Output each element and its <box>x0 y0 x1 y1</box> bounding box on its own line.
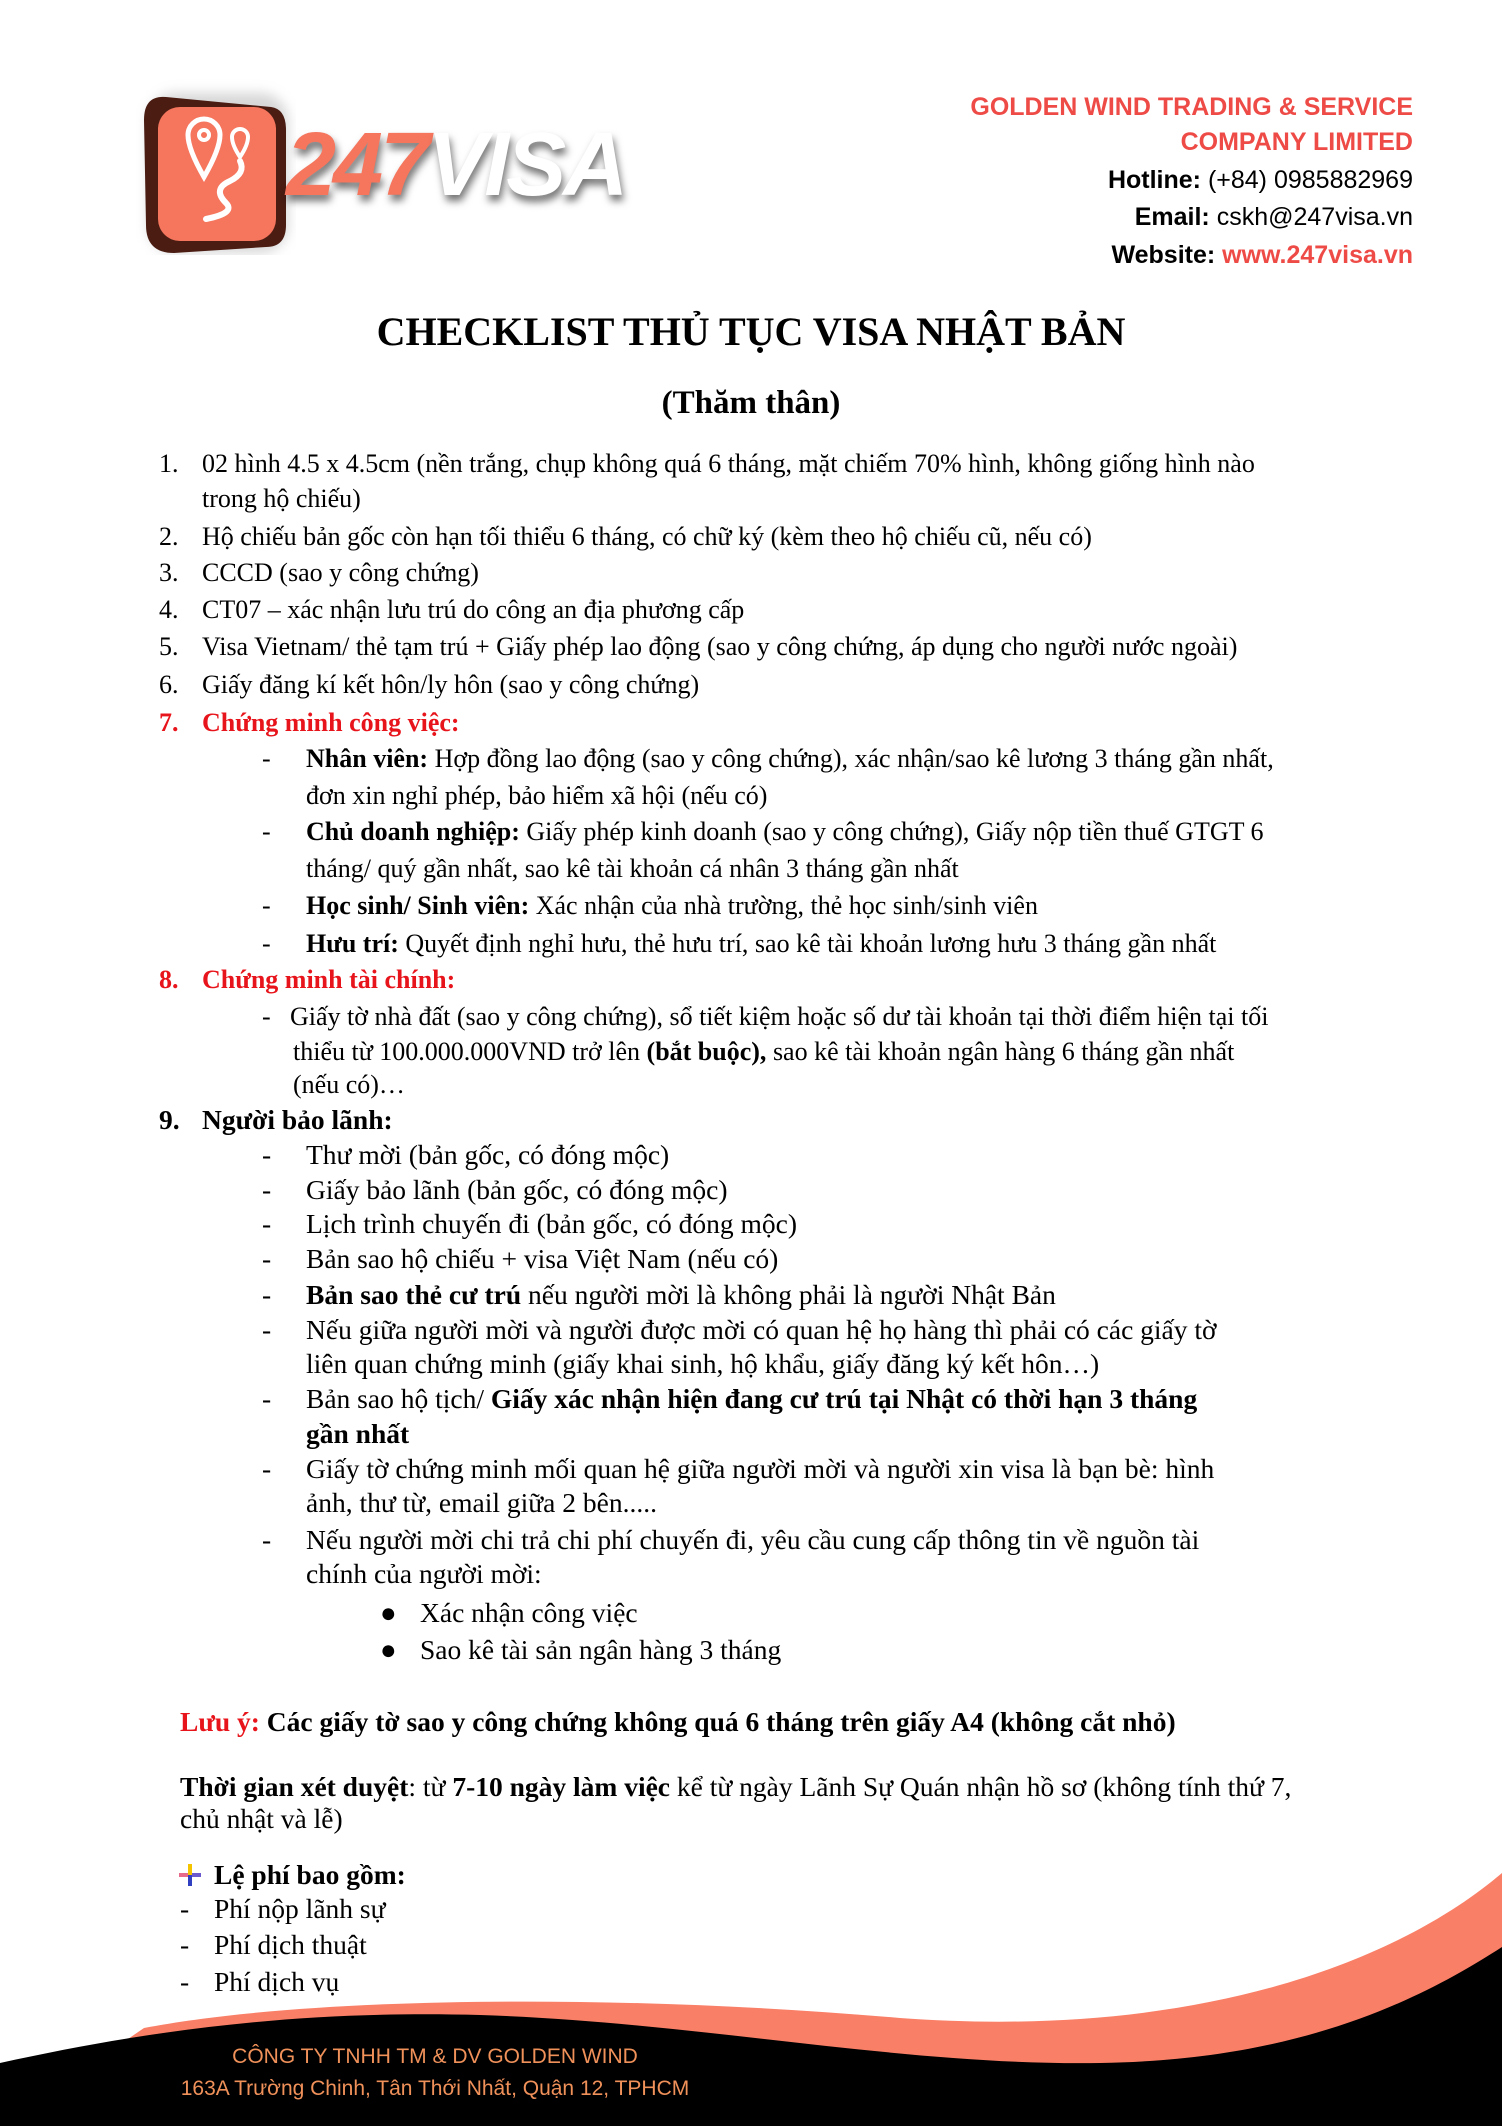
item-number: 3. <box>159 558 179 587</box>
item-text-cont: trong hộ chiếu) <box>202 484 361 513</box>
text: kể từ ngày Lãnh Sự Quán nhận hồ sơ (không tính thứ 7, <box>670 1771 1292 1802</box>
website-link[interactable]: www.247visa.vn <box>1215 241 1413 269</box>
dash-bullet: - <box>262 1002 271 1031</box>
dash-bullet: - <box>262 817 271 846</box>
bold-text: Giấy xác nhận hiện đang cư trú tại Nhật có thời hạn 3 tháng <box>490 1383 1198 1414</box>
dash-bullet: - <box>262 891 271 920</box>
dash-bullet: - <box>262 1314 272 1345</box>
processing-duration: 7-10 ngày làm việc <box>452 1771 671 1802</box>
fee-item: Phí nộp lãnh sự <box>214 1893 386 1924</box>
page-title: CHECKLIST THỦ TỤC VISA NHẬT BẢN <box>376 309 1126 354</box>
sub-item-text: Xác nhận của nhà trường, thẻ học sinh/sinh viên <box>529 891 1038 920</box>
bullet-dot: ● <box>380 1597 397 1628</box>
item-number: 6. <box>159 670 179 699</box>
sub-item-text: Hợp đồng lao động (sao y công chứng), xác nhận/sao kê lương 3 tháng gần nhất, <box>428 744 1274 773</box>
processing-label: Thời gian xét duyệt <box>180 1771 409 1802</box>
logo-text-visa: VISA <box>427 115 626 215</box>
dash-bullet: - <box>180 1893 190 1924</box>
company-name-line2: COMPANY LIMITED <box>1180 128 1413 156</box>
item-text: Visa Vietnam/ thẻ tạm trú + Giấy phép lao động (sao y công chứng, áp dụng cho người nước ngoài) <box>202 632 1238 661</box>
item-number: 2. <box>159 522 179 551</box>
website-label: Website: <box>1111 241 1216 269</box>
sub-item-label: Chủ doanh nghiệp: <box>306 817 520 846</box>
dash-bullet: - <box>262 929 271 958</box>
required-note: (bắt buộc), <box>646 1037 767 1066</box>
sub-item-text-cont: đơn xin nghỉ phép, bảo hiểm xã hội (nếu có) <box>306 781 768 810</box>
bullet-dot: ● <box>380 1634 397 1665</box>
item-text: 02 hình 4.5 x 4.5cm (nền trắng, chụp không quá 6 tháng, mặt chiếm 70% hình, không giống hình nào <box>202 449 1255 478</box>
item-number: 4. <box>159 595 179 624</box>
email-label: Email: <box>1134 203 1210 231</box>
processing-time-cont: chủ nhật và lễ) <box>180 1803 343 1834</box>
dash-bullet: - <box>180 1966 190 1997</box>
section-title: Chứng minh tài chính: <box>202 965 456 994</box>
sponsor-item: Bản sao hộ chiếu + visa Việt Nam (nếu có) <box>306 1243 779 1274</box>
item-text: Hộ chiếu bản gốc còn hạn tối thiểu 6 tháng, có chữ ký (kèm theo hộ chiếu cũ, nếu có) <box>202 522 1092 551</box>
item-number: 7. <box>159 708 179 737</box>
dash-bullet: - <box>262 1453 272 1484</box>
sponsor-item: Thư mời (bản gốc, có đóng mộc) <box>306 1139 670 1170</box>
note-text: Các giấy tờ sao y công chứng không quá 6 tháng trên giấy A4 (không cắt nhỏ) <box>259 1706 1176 1737</box>
sponsor-item: Giấy tờ chứng minh mối quan hệ giữa người mời và người xin visa là bạn bè: hình <box>306 1453 1215 1484</box>
dash-bullet: - <box>262 1208 272 1239</box>
bullet-item: Sao kê tài sản ngân hàng 3 tháng <box>420 1634 782 1665</box>
text: Bản sao hộ tịch/ <box>306 1383 491 1414</box>
dash-bullet: - <box>262 1139 272 1170</box>
item-number: 1. <box>159 449 179 478</box>
note-label: Lưu ý: <box>180 1706 260 1737</box>
sub-item-text: Giấy phép kinh doanh (sao y công chứng), Giấy nộp tiền thuế GTGT 6 <box>519 817 1264 846</box>
company-name-line1: GOLDEN WIND TRADING & SERVICE <box>970 93 1413 121</box>
sub-item-label: Nhân viên: <box>306 744 429 773</box>
dash-bullet: - <box>262 1243 272 1274</box>
item-number: 5. <box>159 632 179 661</box>
fee-item: Phí dịch vụ <box>214 1966 340 1997</box>
hotline-label: Hotline: <box>1107 166 1201 194</box>
sponsor-item-cont: chính của người mời: <box>306 1558 542 1589</box>
item-text: Giấy đăng kí kết hôn/ly hôn (sao y công chứng) <box>202 670 700 699</box>
dash-bullet: - <box>262 1174 272 1205</box>
footer-address: 163A Trường Chinh, Tân Thới Nhất, Quận 12, TPHCM <box>180 2077 690 2100</box>
sponsor-item: Giấy bảo lãnh (bản gốc, có đóng mộc) <box>306 1174 728 1205</box>
sub-item-text-cont: tháng/ quý gần nhất, sao kê tài khoản cá nhân 3 tháng gần nhất <box>306 854 959 883</box>
dash-bullet: - <box>262 1279 272 1310</box>
section-title: Người bảo lãnh: <box>202 1104 393 1135</box>
bullet-item: Xác nhận công việc <box>420 1597 638 1628</box>
sponsor-item: Nếu giữa người mời và người được mời có quan hệ họ hàng thì phải có các giấy tờ <box>306 1314 1217 1345</box>
text: thiểu từ 100.000.000VND trở lên <box>293 1037 647 1066</box>
finance-text-line3: (nếu có)… <box>293 1070 405 1099</box>
dash-bullet: - <box>262 1383 272 1414</box>
finance-text-line1: Giấy tờ nhà đất (sao y công chứng), sổ tiết kiệm hoặc số dư tài khoản tại thời điểm hiện tại tối <box>290 1002 1269 1031</box>
fees-title: Lệ phí bao gồm: <box>214 1859 406 1890</box>
page-subtitle: (Thăm thân) <box>661 385 841 421</box>
sub-item-text: Quyết định nghỉ hưu, thẻ hưu trí, sao kê tài khoản lương hưu 3 tháng gần nhất <box>398 929 1217 958</box>
text: sao kê tài khoản ngân hàng 6 tháng gần nhất <box>766 1037 1235 1066</box>
dash-bullet: - <box>262 744 271 773</box>
item-text: CCCD (sao y công chứng) <box>202 558 479 587</box>
footer-company: CÔNG TY TNHH TM & DV GOLDEN WIND <box>232 2045 638 2068</box>
sub-item-label: Hưu trí: <box>306 929 399 958</box>
sub-item-label: Học sinh/ Sinh viên: <box>306 891 530 920</box>
dash-bullet: - <box>180 1929 190 1960</box>
sponsor-item-cont: ảnh, thư từ, email giữa 2 bên..... <box>306 1487 657 1518</box>
sponsor-item-cont: gần nhất <box>306 1418 410 1449</box>
section-title: Chứng minh công việc: <box>202 708 460 737</box>
bold-text: Bản sao thẻ cư trú <box>306 1279 522 1310</box>
item-number: 9. <box>159 1104 180 1135</box>
email-value[interactable]: cskh@247visa.vn <box>1209 203 1413 231</box>
fee-item: Phí dịch thuật <box>214 1929 367 1960</box>
hotline-value: (+84) 0985882969 <box>1201 166 1413 194</box>
text: : từ <box>408 1771 453 1802</box>
sponsor-item: Lịch trình chuyến đi (bản gốc, có đóng mộc) <box>306 1208 798 1239</box>
item-text: CT07 – xác nhận lưu trú do công an địa phương cấp <box>202 595 745 624</box>
logo-text-247: 247 <box>286 115 428 215</box>
sponsor-item-cont: liên quan chứng minh (giấy khai sinh, hộ khẩu, giấy đăng ký kết hôn…) <box>306 1348 1100 1379</box>
text: nếu người mời là không phải là người Nhật Bản <box>521 1279 1056 1310</box>
item-number: 8. <box>159 965 179 994</box>
dash-bullet: - <box>262 1524 272 1555</box>
sponsor-item: Nếu người mời chi trả chi phí chuyến đi, yêu cầu cung cấp thông tin về nguồn tài <box>306 1524 1200 1555</box>
